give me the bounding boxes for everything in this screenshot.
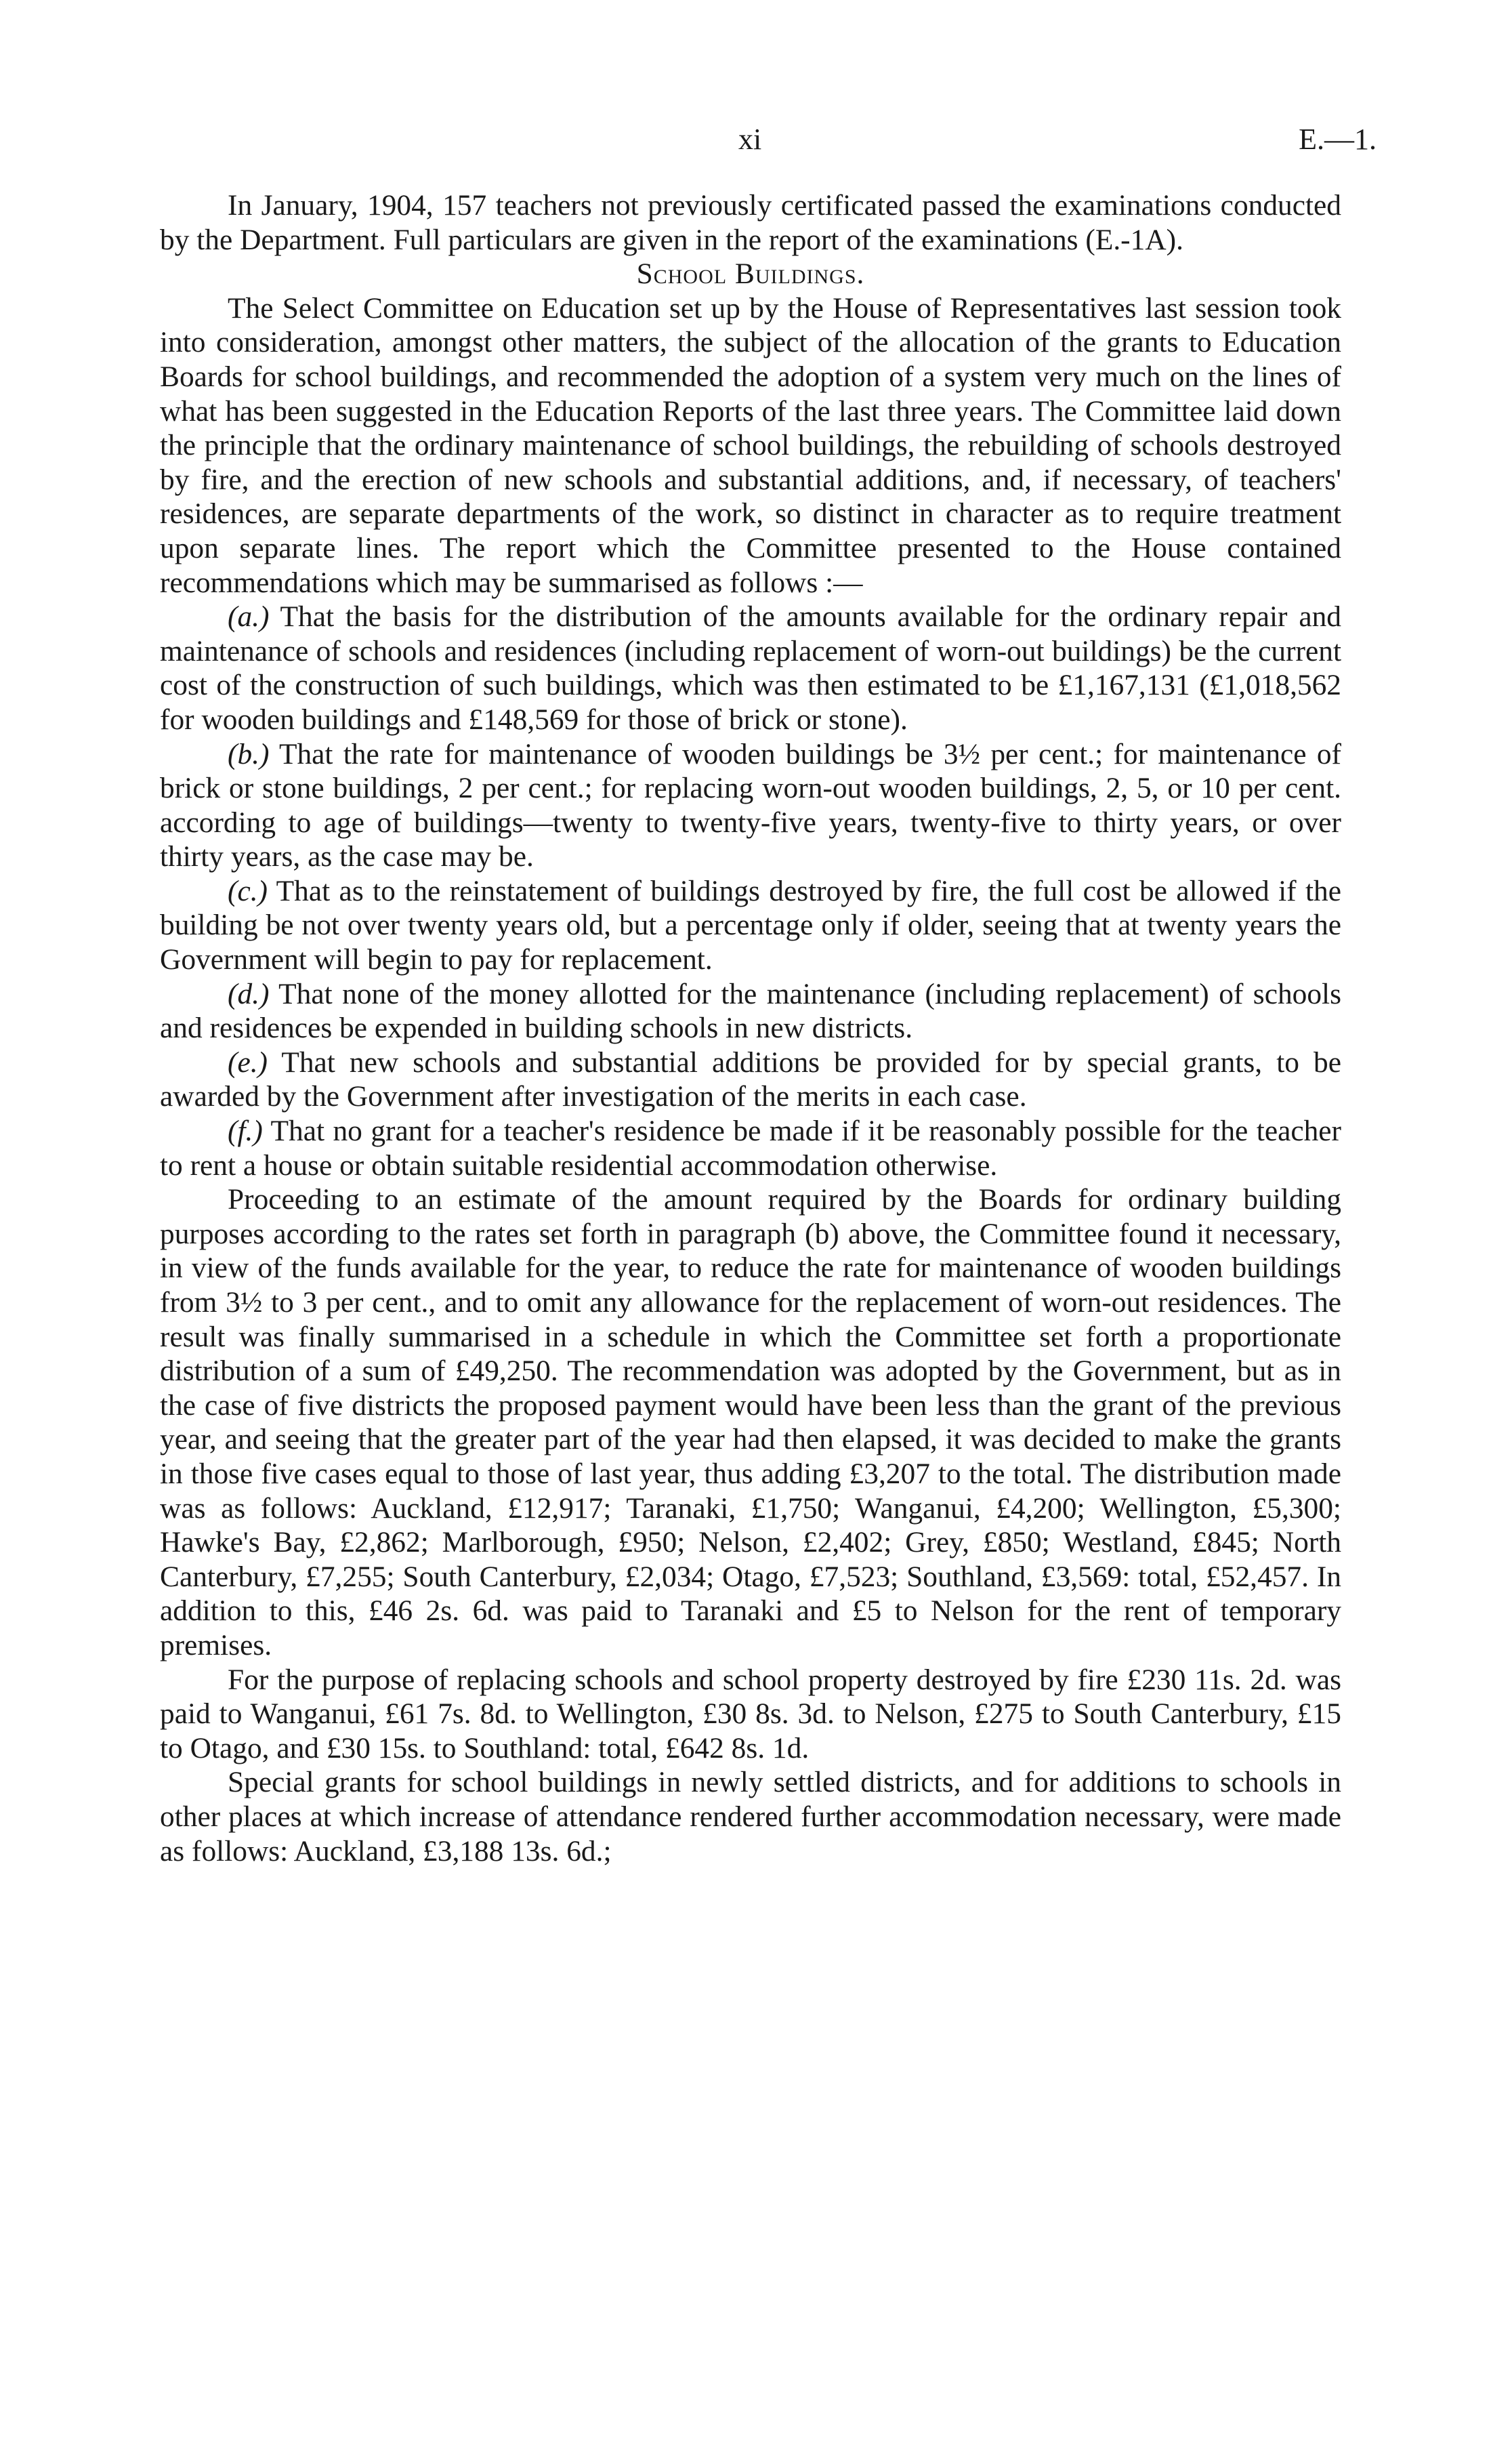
recommendation-e-text: That new schools and substantial additions be provided for by special grants, to be awarded by the Government after investigation of the merits in each case. <box>160 1046 1341 1113</box>
recommendation-b <box>160 737 1341 874</box>
recommendation-c-label: (c.) <box>228 874 268 907</box>
recommendation-e <box>160 1046 1341 1114</box>
page-number: xi <box>738 123 762 156</box>
paragraph-teachers-certificated: In January, 1904, 157 teachers not previously certificated passed the examinations conducted by the Department. Full particulars are given in the report of the examinations (E.-1A). <box>160 189 1341 256</box>
body-text <box>160 188 1341 1868</box>
page-header <box>0 102 1512 156</box>
recommendation-b-label: (b.) <box>228 737 270 770</box>
recommendation-e-label: (e.) <box>228 1046 268 1079</box>
paragraph-special-grants: Special grants for school buildings in newly settled districts, and for additions to schools in other places at which increase of attendance rendered further accommodation necessary, were made as follows: Auckland, £3,188 13s. 6d.; <box>160 1766 1341 1867</box>
recommendation-b-text: That the rate for maintenance of wooden buildings be 3½ per cent.; for maintenance of brick or stone buildings, 2 per cent.; for replacing worn-out wooden buildings, 2, 5, or 10 per cent. according to age of buildings—twenty to twenty-five years, twenty-five to thirty years, or over thirty years, as the case may be. <box>160 737 1341 873</box>
paragraph-distribution: Proceeding to an estimate of the amount required by the Boards for ordinary building purposes according to the rates set forth in paragraph (b) above, the Committee found it necessary, in view of the funds available for the year, to reduce the rate for maintenance of wooden buildings from 3½ to 3 per cent., and to omit any allowance for the replacement of worn-out residences. The result was finally summarised in a schedule in which the Committee set forth a proportionate distribution of a sum of £49,250. The recommendation was adopted by the Government, but as in the case of five districts the proposed payment would have been less than the grant of the previous year, and seeing that the greater part of the year had then elapsed, it was decided to make the grants in those five cases equal to those of last year, thus adding £3,207 to the total. The distribution made was as follows: Auckland, £12,917; Taranaki, £1,750; Wanganui, £4,200; Wellington, £5,300; Hawke's Bay, £2,862; Marlborough, £950; Nelson, £2,402; Grey, £850; Westland, £845; North Canterbury, £7,255; South Canterbury, £2,034; Otago, £7,523; Southland, £3,569: total, £52,457. In addition to this, £46 2s. 6d. was paid to Taranaki and £5 to Nelson for the rent of temporary premises. <box>160 1183 1341 1661</box>
recommendation-d-label: (d.) <box>228 977 270 1010</box>
recommendation-d-text: That none of the money allotted for the maintenance (including replacement) of schools and residences be expended in building schools in new districts. <box>160 977 1341 1045</box>
recommendation-a-label: (a.) <box>228 600 270 634</box>
document-code: E.—1. <box>1299 123 1377 156</box>
recommendation-a <box>160 600 1341 737</box>
recommendation-c-text: That as to the reinstatement of buildings destroyed by fire, the full cost be allowed if the building be not over twenty years old, but a percentage only if older, seeing that at twenty years the Government will begin to pay for replacement. <box>160 874 1341 976</box>
recommendation-f-text: That no grant for a teacher's residence be made if it be reasonably possible for the teacher to rent a house or obtain suitable residential accommodation otherwise. <box>160 1115 1341 1182</box>
section-heading-school-buildings: School Buildings. <box>636 257 865 291</box>
recommendation-a-text: That the basis for the distribution of the amounts available for the ordinary repair and maintenance of schools and residences (including replacement of worn-out buildings) be the current cost of the construction of such buildings, which was then estimated to be £1,167,131 (£1,018,562 for wooden buildings and £148,569 for those of brick or stone). <box>160 600 1341 736</box>
recommendation-c <box>160 874 1341 977</box>
recommendation-f-label: (f.) <box>228 1115 263 1148</box>
paragraph-select-committee: The Select Committee on Education set up by the House of Representatives last session took into consideration, amongst other matters, the subject of the allocation of the grants to Education Boards for school buildings, and recommended the adoption of a system very much on the lines of what has been suggested in the Education Reports of the last three years. The Committee laid down the principle that the ordinary maintenance of school buildings, the rebuilding of schools destroyed by fire, and the erection of new schools and substantial additions, and, if necessary, of teachers' residences, are separate departments of the work, so distinct in character as to require treatment upon separate lines. The report which the Committee presented to the House contained recommendations which may be summarised as follows :— <box>160 291 1341 599</box>
paragraph-fire-replacement: For the purpose of replacing schools and school property destroyed by fire £230 11s. 2d. was paid to Wanganui, £61 7s. 8d. to Wellington, £30 8s. 3d. to Nelson, £275 to South Canterbury, £15 to Otago, and £30 15s. to Southland: total, £642 8s. 1d. <box>160 1663 1341 1764</box>
recommendation-d <box>160 977 1341 1046</box>
recommendation-f <box>160 1114 1341 1182</box>
